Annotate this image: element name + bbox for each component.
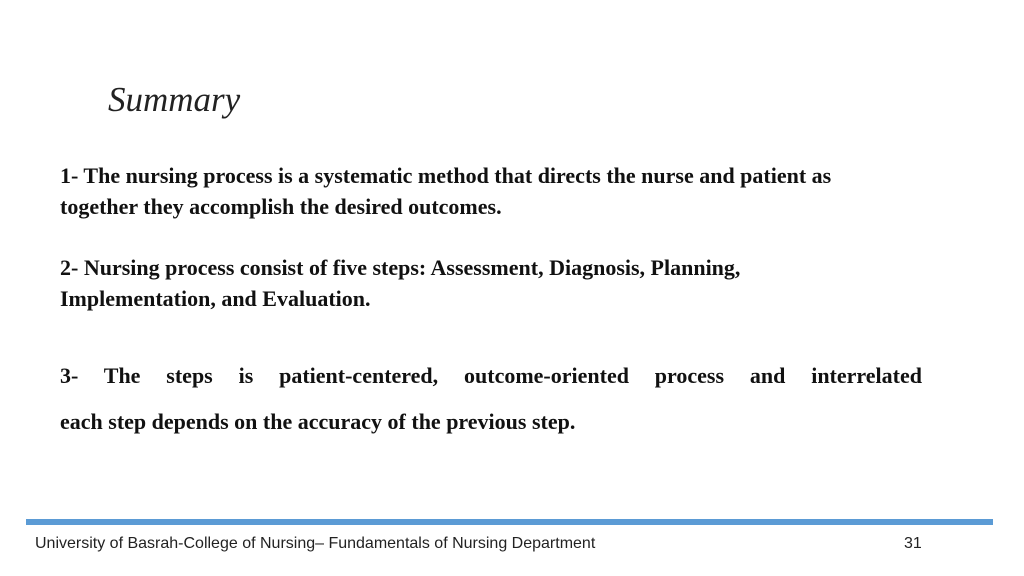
footer-divider: [26, 519, 993, 525]
page-number: 31: [904, 535, 922, 552]
summary-point-3-line-2: each step depends on the accuracy of the previous step.: [60, 409, 576, 434]
summary-point-1: 1- The nursing process is a systematic method that directs the nurse and patient as together they accomplish the desired outcomes.: [60, 163, 832, 219]
summary-point-2: 2- Nursing process consist of five steps: Assessment, Diagnosis, Planning, Implementation, and Evaluation.: [60, 255, 741, 311]
summary-point-3: [60, 353, 922, 445]
slide-title: Summary: [108, 80, 241, 119]
summary-point-3-line-1: 3- The steps is patient-centered, outcome-oriented process and interrelated: [60, 363, 922, 388]
footer-text: University of Basrah-College of Nursing– Fundamentals of Nursing Department: [35, 535, 596, 552]
